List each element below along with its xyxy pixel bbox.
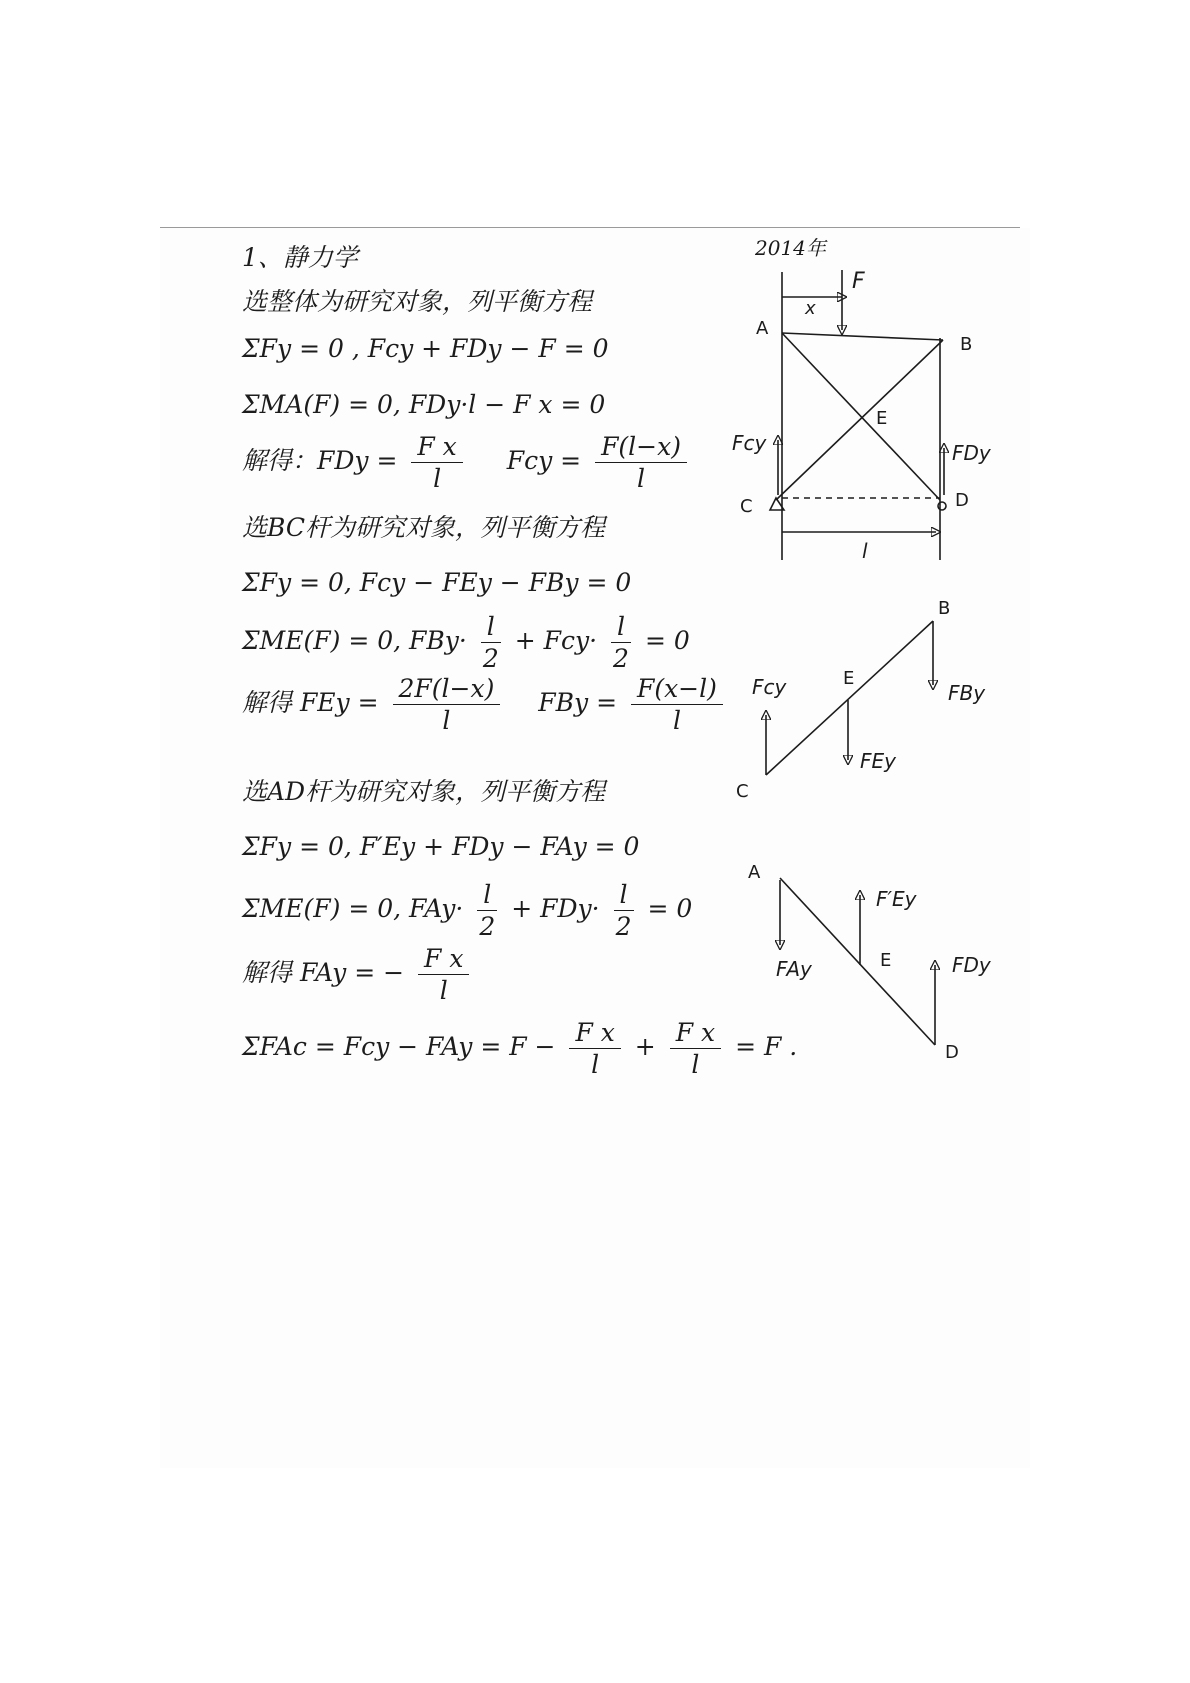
fraction-numerator: l	[481, 612, 501, 643]
fraction-denominator: l	[637, 464, 646, 493]
solution-2-mid: FBy =	[538, 688, 618, 717]
label-d: D	[955, 490, 969, 511]
fraction-denominator: l	[591, 1050, 600, 1079]
eq-prefix: ΣME(F) = 0, FBy·	[242, 626, 467, 655]
fraction-numerator: l	[614, 880, 634, 911]
bc-free-body-diagram	[766, 621, 933, 775]
fraction-denominator: 2	[482, 644, 499, 673]
beam-ab	[782, 333, 943, 340]
eq-moment-a: ΣMA(F) = 0, FDy·l − F x = 0	[242, 390, 606, 419]
label-d: D	[945, 1042, 959, 1063]
label-f: F	[852, 269, 865, 294]
eq-sum-fy-2: ΣFy = 0, Fcy − FEy − FBy = 0	[242, 568, 632, 597]
bar-bc	[766, 621, 933, 775]
eq-prefix: ΣME(F) = 0, FAy·	[242, 894, 464, 923]
label-e: E	[843, 668, 855, 689]
section-title: 1、静力学	[242, 243, 358, 272]
eq-suffix: = 0	[647, 894, 693, 923]
fraction-denominator: 2	[613, 644, 629, 673]
year-label: 2014年	[755, 236, 826, 260]
fraction-numerator: F x	[418, 944, 469, 975]
eq-prefix: ΣFAc = Fcy − FAy = F −	[242, 1032, 556, 1061]
label-fay: FAy	[776, 957, 812, 981]
fraction-denominator: l	[433, 464, 442, 493]
eq-suffix: = 0	[644, 626, 690, 655]
step-1-heading: 选整体为研究对象，列平衡方程	[242, 287, 593, 316]
fraction-numerator: 2F(l−x)	[393, 674, 501, 705]
step-3-heading: 选AD杆为研究对象，列平衡方程	[242, 777, 606, 806]
fraction-denominator: l	[672, 706, 681, 735]
fraction-denominator: 2	[479, 912, 496, 941]
label-c: C	[740, 496, 753, 517]
fraction-numerator: l	[477, 880, 497, 911]
solution-1-mid: Fcy =	[506, 446, 582, 475]
eq-suffix: = F .	[735, 1032, 798, 1061]
fraction-numerator: F x	[670, 1018, 721, 1049]
label-fcy: Fcy	[732, 431, 767, 455]
label-a: A	[748, 862, 761, 883]
solution-3-prefix: 解得 FAy = −	[242, 958, 405, 987]
label-x: x	[805, 298, 816, 319]
label-fby: FBy	[948, 681, 986, 705]
label-a: A	[756, 318, 769, 339]
fraction-numerator: F x	[569, 1018, 620, 1049]
bar-ad	[782, 333, 940, 500]
label-fdy: FDy	[952, 953, 991, 977]
fraction-denominator: 2	[615, 912, 632, 941]
fraction-denominator: l	[439, 976, 448, 1005]
label-fdy: FDy	[952, 441, 991, 465]
label-l: l	[862, 539, 868, 563]
eq-mid: + Fcy·	[514, 626, 598, 655]
step-2-heading: 选BC杆为研究对象，列平衡方程	[242, 513, 605, 542]
fraction-denominator: l	[691, 1050, 700, 1079]
label-fey: FEy	[860, 749, 896, 773]
eq-mid: + FDy·	[511, 894, 600, 923]
solution-2-prefix: 解得 FEy =	[242, 688, 379, 717]
fraction-numerator: F(l−x)	[595, 432, 687, 463]
eq-sum-fy-1: ΣFy = 0 , Fcy + FDy − F = 0	[242, 334, 609, 363]
fraction-numerator: l	[611, 612, 631, 643]
label-fcy: Fcy	[752, 675, 787, 699]
label-fey-prime: F′Ey	[876, 887, 917, 911]
solution-1-prefix: 解得：FDy =	[242, 446, 398, 475]
label-e: E	[880, 950, 892, 971]
frame-diagram	[770, 270, 946, 560]
fraction-denominator: l	[442, 706, 451, 735]
label-e: E	[876, 408, 888, 429]
fraction-numerator: F(x−l)	[631, 674, 723, 705]
fraction-numerator: F x	[411, 432, 462, 463]
eq-mid: +	[634, 1032, 656, 1061]
eq-sum-fy-3: ΣFy = 0, F′Ey + FDy − FAy = 0	[242, 832, 640, 861]
label-c: C	[736, 781, 749, 802]
label-b: B	[938, 598, 951, 619]
label-b: B	[960, 334, 973, 355]
